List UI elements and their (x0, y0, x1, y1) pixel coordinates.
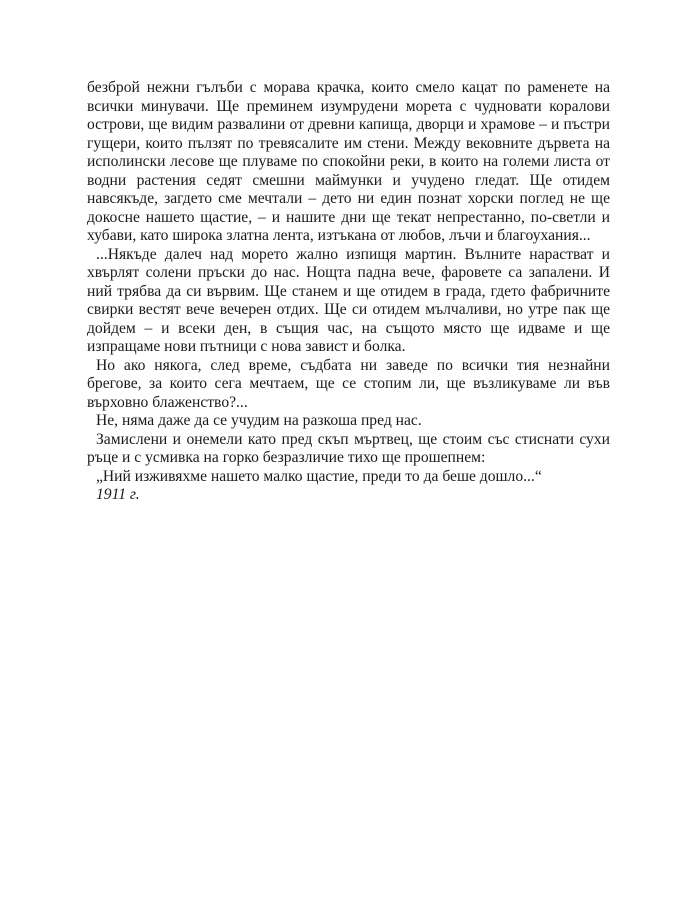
document-body (87, 79, 610, 505)
date-signature: 1911 г. (96, 486, 140, 503)
paragraph-fate-question: Но ако някога, след време, съдбата ни заведе по всички тия незнайни брегове, за които сега мечтаем, ще се стопим ли, ще възликуваме ли във върховно блаженство?... (87, 356, 610, 411)
paragraph-martin-cry: ...Някъде далеч над морето жално изпищя мартин. Вълните нарастват и хвърлят солени пръски до нас. Нощта падна вече, фаровете са запалени. И ний трябва да си вървим. Ще станем и ще отидем в града, гдето фабричните свирки вестят вече вечерен отдих. Ще си отидем мълчаливи, но утре пак ще дойдем – и всеки ден, в същия час, на същото място ще идваме и ще изпращаме нови пътници с нова завист и болка. (87, 245, 610, 355)
paragraph-final-quote: „Ний изживяхме нашето малко щастие, преди то да беше дошло...“ (96, 467, 542, 485)
paragraph-no-wonder: Не, няма даже да се учудим на разкоша пред нас. (96, 412, 422, 429)
paragraph-doves-journey: безброй нежни гълъби с морава крачка, които смело кацат по раменете на всички минувачи. Ще преминем изумрудени морета с чудновати коралови острови, ще видим развалини от древни капища, дворци и храмове – и пъстри гущери, които пълзят по тревясалите им стени. Между вековните дървета на исполински лесове ще плуваме по спокойни реки, в които на големи листа от водни растения седят смешни маймунки и учудено гледат. Ще отидем навсякъде, загдето сме мечтали – дето ни един познат хорски поглед не ще докосне нашето щастие, – и нашите дни ще текат непрестанно, по-светли и хубави, като широка златна лента, изтъкана от любов, лъчи и благоухания... (87, 79, 610, 244)
paragraph-thoughtful-silence: Замислени и онемели като пред скъп мъртвец, ще стоим със стиснати сухи ръце и с усмивка на горко безразличие тихо ще прошепнем: (87, 430, 610, 466)
